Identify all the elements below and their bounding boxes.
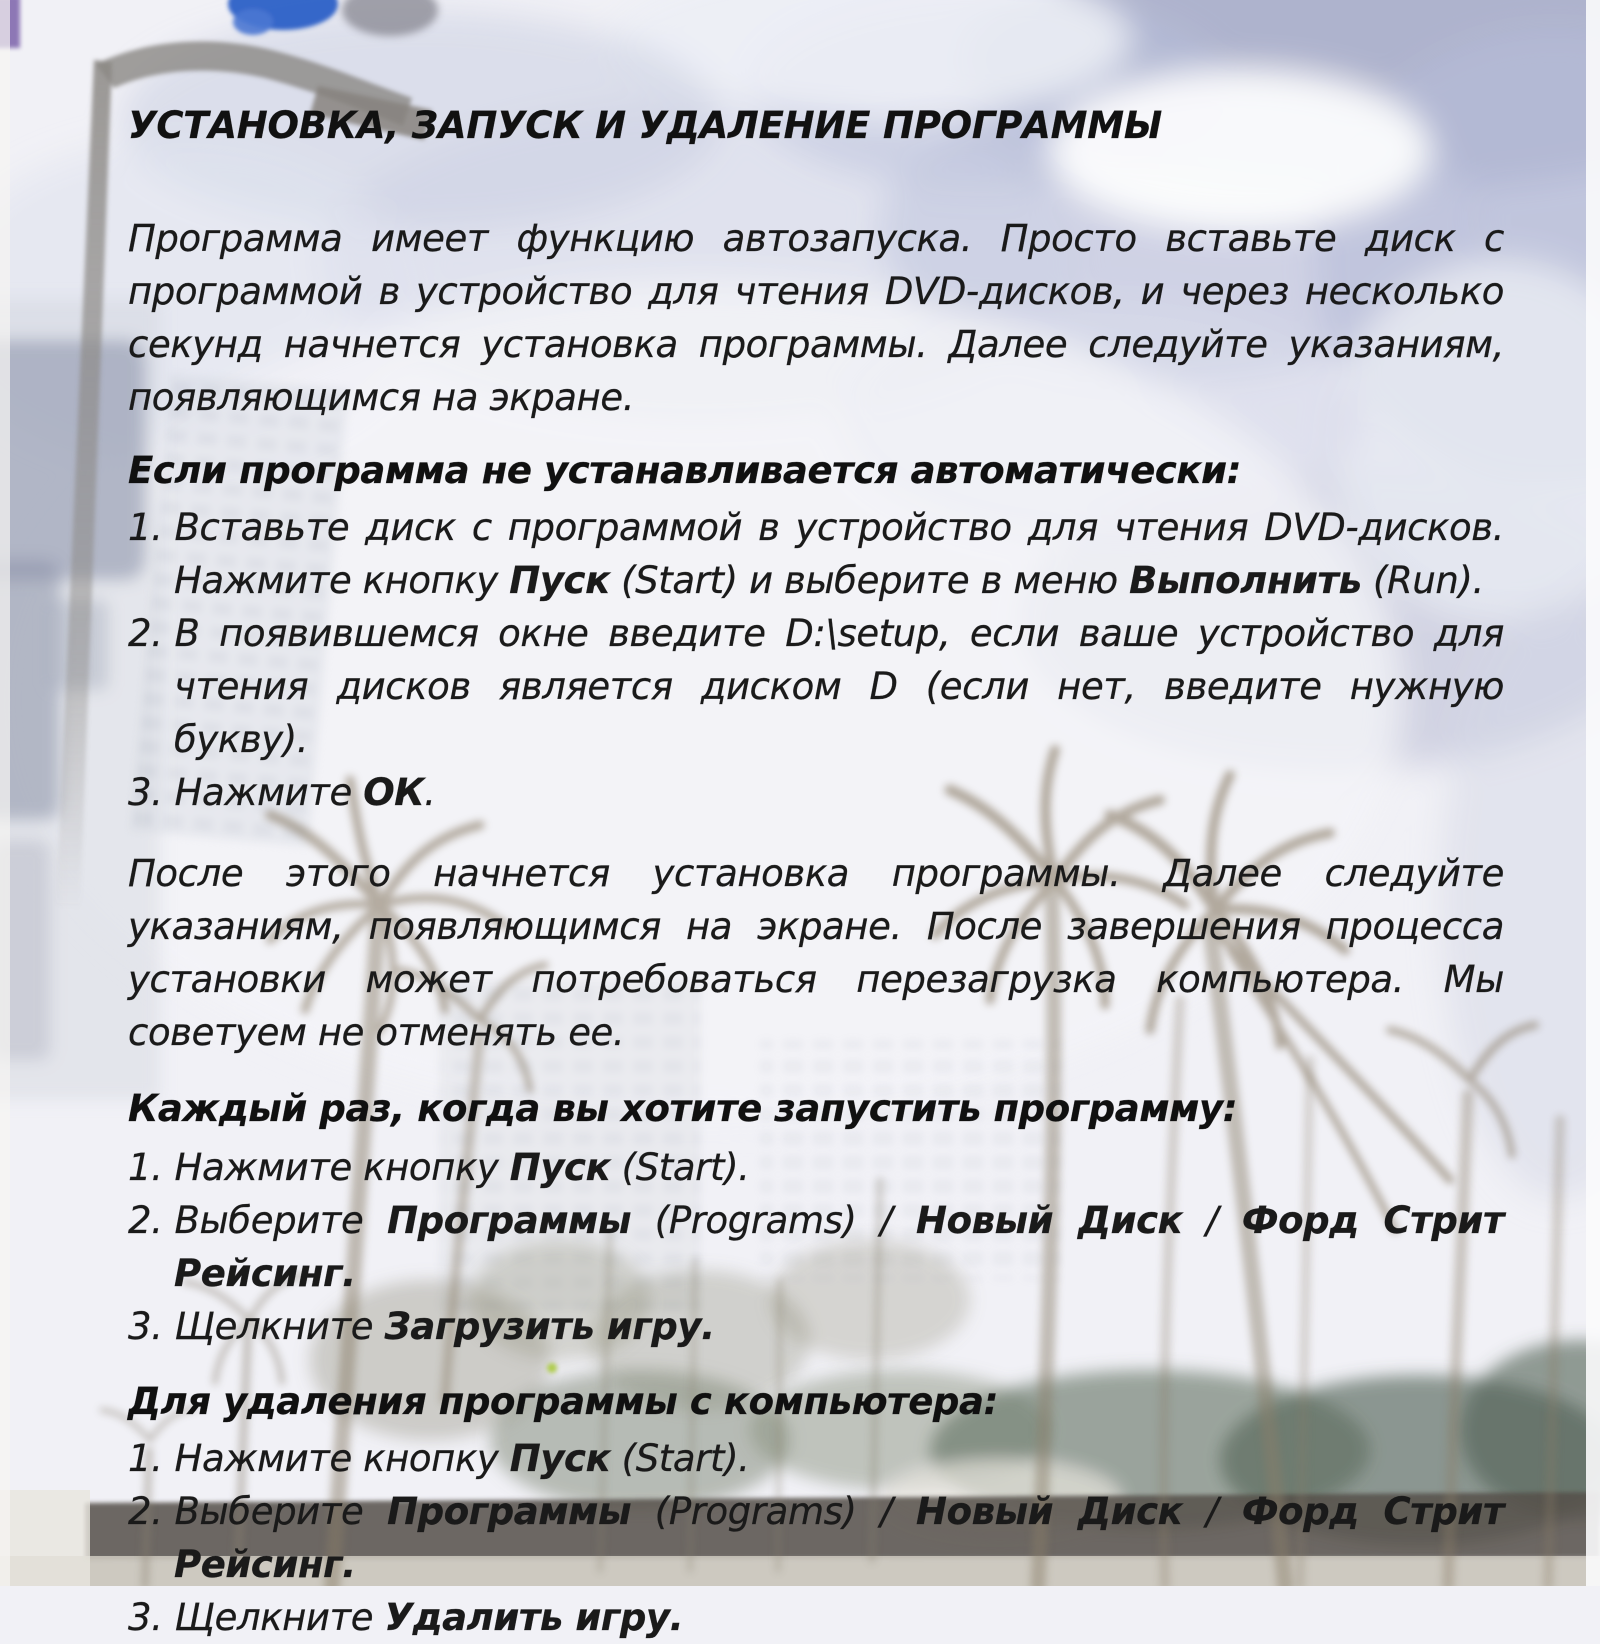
manual-install-heading: Если программа не устанавливается автоматически: [128, 449, 1242, 492]
step-number: 2. [128, 1490, 163, 1533]
text-run: Щелкните [174, 1596, 385, 1639]
text-run: Выберите [174, 1490, 388, 1533]
step-number: 2. [128, 1199, 163, 1242]
text-run: / [1182, 1199, 1242, 1242]
step-text [174, 506, 1504, 602]
text-run: Нажмите кнопку [174, 1437, 510, 1480]
text-run: Пуск [509, 1146, 611, 1189]
step-text [174, 1199, 1504, 1295]
text-run: Выберите [174, 1199, 388, 1242]
text-run: Новый Диск [916, 1490, 1183, 1533]
step-number: 3. [128, 1305, 163, 1348]
step-text [175, 1437, 750, 1480]
step-number: 1. [128, 1437, 163, 1480]
page-title: УСТАНОВКА, ЗАПУСК И УДАЛЕНИЕ ПРОГРАММЫ [128, 104, 1162, 147]
intro-paragraph: Программа имеет функцию автозапуска. Просто вставьте диск с программой в устройство для чтения DVD-дисков, и через несколько секунд начнется установка программы. Далее следуйте указаниям, появляющимся на экране. [128, 217, 1504, 419]
step-text [175, 1596, 684, 1639]
text-run: Загрузить игру. [384, 1305, 715, 1348]
text-run: Удалить игру. [384, 1596, 684, 1639]
text-run: Пуск [509, 559, 610, 602]
step-number: 3. [128, 1596, 163, 1639]
text-run: В появившемся окне введите D:\setup, если ваше устройство для чтения дисков является диском D (если нет, введите нужную букву). [174, 612, 1504, 761]
list-step [128, 1485, 1504, 1591]
after-install-paragraph: После этого начнется установка программы. Далее следуйте указаниям, появляющимся на экране. После завершения процесса установки может потребоваться перезагрузка компьютера. Мы советуем не отменять ее. [128, 852, 1504, 1054]
text-run: (Run). [1361, 559, 1484, 602]
text-run: (Programs) / [631, 1490, 916, 1533]
step-text [174, 1490, 1504, 1586]
launch-steps [128, 1141, 1504, 1353]
text-run: Форд Стрит Рейсинг. [174, 1490, 1504, 1586]
step-text [175, 771, 436, 814]
list-step [128, 1432, 1504, 1485]
launch-heading: Каждый раз, когда вы хотите запустить программу: [128, 1087, 1238, 1130]
list-step [128, 1194, 1504, 1300]
text-run: Выполнить [1129, 559, 1362, 602]
text-run: Программы [387, 1199, 632, 1242]
step-text [174, 612, 1504, 761]
list-step [128, 607, 1504, 766]
list-step [128, 1141, 1504, 1194]
list-step [128, 501, 1504, 607]
text-run: Нажмите [174, 771, 364, 814]
text-run: (Programs) / [631, 1199, 916, 1242]
text-run: (Start). [610, 1437, 750, 1480]
step-text [175, 1305, 715, 1348]
text-run: Щелкните [174, 1305, 385, 1348]
text-run: Форд Стрит Рейсинг. [174, 1199, 1504, 1295]
step-number: 1. [128, 506, 163, 549]
text-run: Пуск [509, 1437, 611, 1480]
text-run: Программы [387, 1490, 632, 1533]
uninstall-heading: Для удаления программы с компьютера: [128, 1380, 998, 1423]
text-run: (Start). [610, 1146, 750, 1189]
list-step [128, 1591, 1504, 1644]
text-run: ОК [363, 771, 425, 814]
manual-install-steps [128, 501, 1504, 819]
step-number: 3. [128, 771, 163, 814]
text-run: (Start) и выберите в меню [609, 559, 1130, 602]
list-step [128, 1300, 1504, 1353]
text-run: Новый Диск [916, 1199, 1183, 1242]
text-run: Нажмите кнопку [174, 1146, 510, 1189]
step-text [175, 1146, 750, 1189]
text-run: / [1182, 1490, 1242, 1533]
text-run: Вставьте диск с программой в устройство для чтения DVD-дисков. Нажмите кнопку [174, 506, 1504, 602]
step-number: 2. [128, 612, 163, 655]
step-number: 1. [128, 1146, 163, 1189]
list-step [128, 766, 1504, 819]
text-run: . [424, 771, 436, 814]
uninstall-steps [128, 1432, 1504, 1644]
